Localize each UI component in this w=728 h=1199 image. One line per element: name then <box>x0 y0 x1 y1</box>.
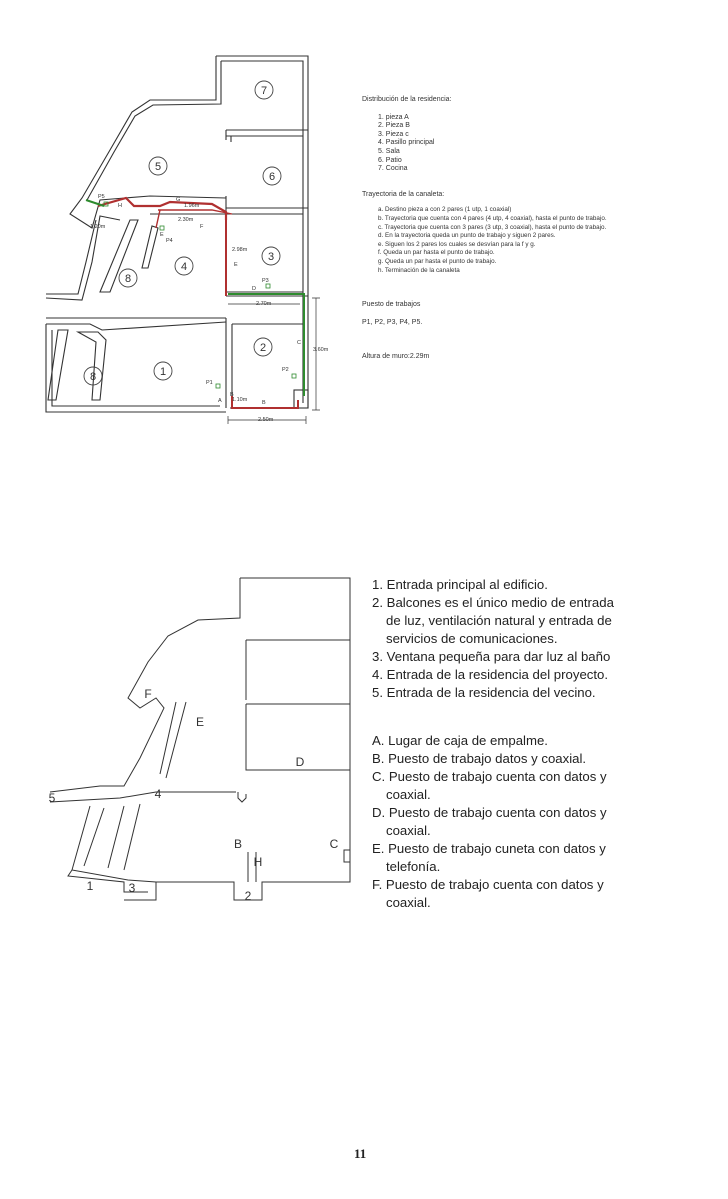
dim-110: 1.10m <box>232 397 248 403</box>
plan2-label-h: H <box>253 855 263 869</box>
dim-196: 1.96m <box>184 203 200 209</box>
mark-d: D <box>252 286 256 292</box>
floor-plan-1 <box>0 0 360 440</box>
legend-2 <box>372 576 622 912</box>
workpoint-p4 <box>160 226 164 230</box>
distribution-item: 5. Sala <box>378 147 400 155</box>
canaleta-red-path <box>98 198 226 220</box>
room-label-2: 2 <box>259 342 267 354</box>
workpoint-p2 <box>292 374 296 378</box>
room-label-8b: 8 <box>89 371 97 383</box>
plan2-label-4: 4 <box>154 787 162 801</box>
legend-1 <box>362 96 662 362</box>
room-label-3: 3 <box>267 251 275 263</box>
workpoint-p3 <box>266 284 270 288</box>
plan2-label-c: C <box>329 837 339 851</box>
trajectory-item: g. Queda un par hasta el punto de trabajo. <box>378 257 497 265</box>
mark-p1: P1 <box>206 380 213 386</box>
mark-b2: B <box>262 400 266 406</box>
numbered-item: 1. Entrada principal al edificio. <box>372 577 548 592</box>
dim-250: 2.50m <box>258 417 274 423</box>
distribution-item: 2. Pieza B <box>378 122 410 130</box>
mark-d-left: E <box>160 232 164 238</box>
mark-p5: P5 <box>98 194 105 200</box>
trajectory-item: f. Queda un par hasta el punto de trabajo. <box>378 249 495 257</box>
lettered-item: D. Puesto de trabajo cuenta con datos y coaxial. <box>372 805 607 838</box>
dim-230: 2.30m <box>178 217 194 223</box>
trajectory-item: d. En la trayectoria queda un punto de trabajo y siguen 2 pares. <box>378 232 556 240</box>
mark-a: A <box>218 398 222 404</box>
plan2-label-5: 5 <box>48 791 56 805</box>
plan2-label-2: 2 <box>244 889 252 903</box>
dim-120: 1.20m <box>90 224 106 230</box>
room-label-1: 1 <box>159 366 167 378</box>
lettered-item: E. Puesto de trabajo cuneta con datos y telefonía. <box>372 841 606 874</box>
mark-p3: P3 <box>262 278 269 284</box>
distribution-item: 1. pieza A <box>378 113 409 121</box>
plan2-label-d: D <box>295 755 305 769</box>
room-label-5: 5 <box>154 161 162 173</box>
plan2-label-e: E <box>195 715 205 729</box>
mark-h: H <box>118 203 122 209</box>
trajectory-title: Trayectoria de la canaleta: <box>362 190 445 198</box>
trajectory-item: c. Trayectoria que cuenta con 3 pares (3 utp, 3 coaxial), hasta el punto de trabajo. <box>378 223 607 231</box>
trajectory-item: a. Destino pieza a con 2 pares (1 utp, 1 coaxial) <box>378 206 512 214</box>
plan2-label-3: 3 <box>128 881 136 895</box>
numbered-item: 3. Ventana pequeña para dar luz al baño <box>372 649 611 664</box>
lettered-list <box>372 732 622 912</box>
numbered-item: 2. Balcones es el único medio de entrada de luz, ventilación natural y entrada de servicios de comunicaciones. <box>372 595 614 646</box>
mark-e: E <box>234 262 238 268</box>
mark-f: F <box>200 224 204 230</box>
mark-p2: P2 <box>282 367 289 373</box>
room-label-7: 7 <box>260 85 268 97</box>
dim-360: 3.60m <box>313 347 329 353</box>
numbered-item: 4. Entrada de la residencia del proyecto. <box>372 667 609 682</box>
plan2-label-1: 1 <box>86 879 94 893</box>
plan2-label-f: F <box>144 687 152 701</box>
workstations-title: Puesto de trabajos <box>362 301 421 309</box>
workpoint-p1 <box>216 384 220 388</box>
distribution-item: 6. Patio <box>378 156 402 164</box>
floor-plan-2 <box>0 570 360 970</box>
plan2-label-b: B <box>233 837 243 851</box>
room-label-4: 4 <box>180 261 188 273</box>
dim-270: 2.70m <box>256 301 272 307</box>
distribution-item: 3. Pieza c <box>378 130 409 138</box>
lettered-item: A. Lugar de caja de empalme. <box>372 733 548 748</box>
trajectory-item: b. Trayectoria que cuenta con 4 pares (4 utp, 4 coaxial), hasta el punto de trabajo. <box>378 214 607 222</box>
distribution-list <box>378 114 662 174</box>
mark-g: G <box>176 197 181 203</box>
workstations-list: P1, P2, P3, P4, P5. <box>362 318 423 326</box>
dim-298: 2.98m <box>232 247 248 253</box>
lettered-item: B. Puesto de trabajo datos y coaxial. <box>372 751 587 766</box>
trajectory-list <box>378 206 662 275</box>
mark-c: C <box>297 340 301 346</box>
distribution-item: 4. Pasillo principal <box>378 139 435 147</box>
mark-b: B <box>230 392 234 398</box>
trajectory-item: e. Siguen los 2 pares los cuales se desvían para la f y g. <box>378 240 536 248</box>
wall-height: Altura de muro:2.29m <box>362 353 430 361</box>
numbered-item: 5. Entrada de la residencia del vecino. <box>372 685 596 700</box>
page-number: 11 <box>354 1146 367 1161</box>
lettered-item: F. Puesto de trabajo cuenta con datos y coaxial. <box>372 877 604 910</box>
room-label-6: 6 <box>268 171 276 183</box>
numbered-list <box>372 576 622 702</box>
distribution-title: Distribución de la residencia: <box>362 96 452 103</box>
lettered-item: C. Puesto de trabajo cuenta con datos y coaxial. <box>372 769 607 802</box>
distribution-item: 7. Cocina <box>378 165 408 173</box>
mark-p4: P4 <box>166 238 173 244</box>
room-label-8a: 8 <box>124 273 132 285</box>
trajectory-item: h. Terminación de la canaleta <box>378 266 460 274</box>
